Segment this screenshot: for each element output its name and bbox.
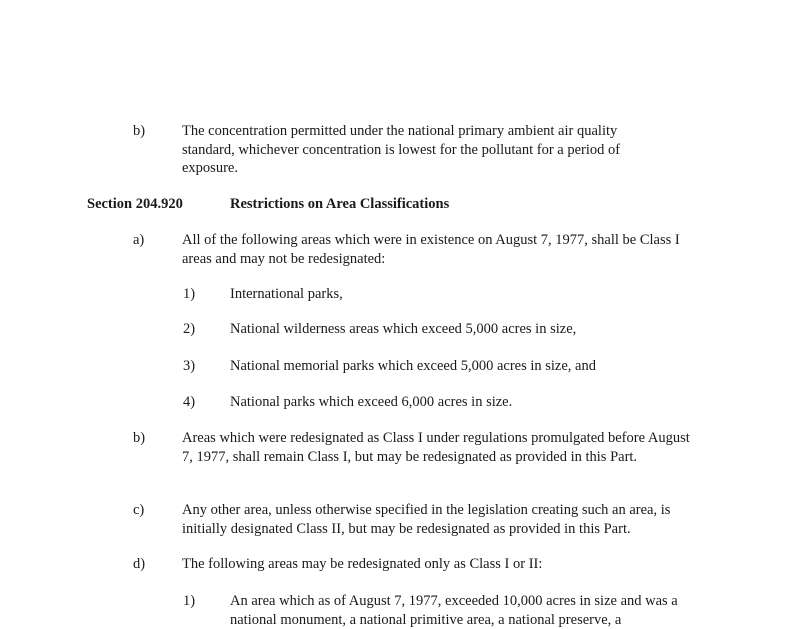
item-label: b) [133, 123, 146, 139]
item-text: The following areas may be redesignated only as Class I or II: [182, 556, 543, 572]
section-number: Section 204.920 [87, 196, 183, 212]
subitem-label: 2) [183, 321, 196, 337]
subitem-label: 3) [183, 358, 196, 374]
subitem-text: National parks which exceed 6,000 acres in size. [230, 394, 513, 410]
subitem-text: An area which as of August 7, 1977, exceeded 10,000 acres in size and was a national monument, a national primitive area, a national preserve, a [230, 593, 678, 628]
item-label: b) [133, 430, 146, 446]
item-text: Any other area, unless otherwise specified in the legislation creating such an area, is initially designated Class II, but may be redesignated as provided in this Part. [182, 502, 671, 537]
item-label: a) [133, 232, 145, 248]
subitem-label: 1) [183, 593, 196, 609]
subitem-label: 1) [183, 286, 196, 302]
subitem-text: National wilderness areas which exceed 5,000 acres in size, [230, 321, 577, 337]
subitem-label: 4) [183, 394, 196, 410]
item-text: The concentration permitted under the national primary ambient air quality standard, whichever concentration is lowest for the pollutant for a period of exposure. [182, 123, 621, 176]
item-label: c) [133, 502, 145, 518]
item-label: d) [133, 556, 146, 572]
subitem-text: National memorial parks which exceed 5,000 acres in size, and [230, 358, 596, 374]
subitem-text: International parks, [230, 286, 343, 302]
item-text: All of the following areas which were in existence on August 7, 1977, shall be Class I areas and may not be redesignated: [182, 232, 680, 267]
section-title: Restrictions on Area Classifications [230, 196, 450, 212]
item-text: Areas which were redesignated as Class I under regulations promulgated before August 7, 1977, shall remain Class I, but may be redesignated as provided in this Part. [182, 430, 690, 465]
